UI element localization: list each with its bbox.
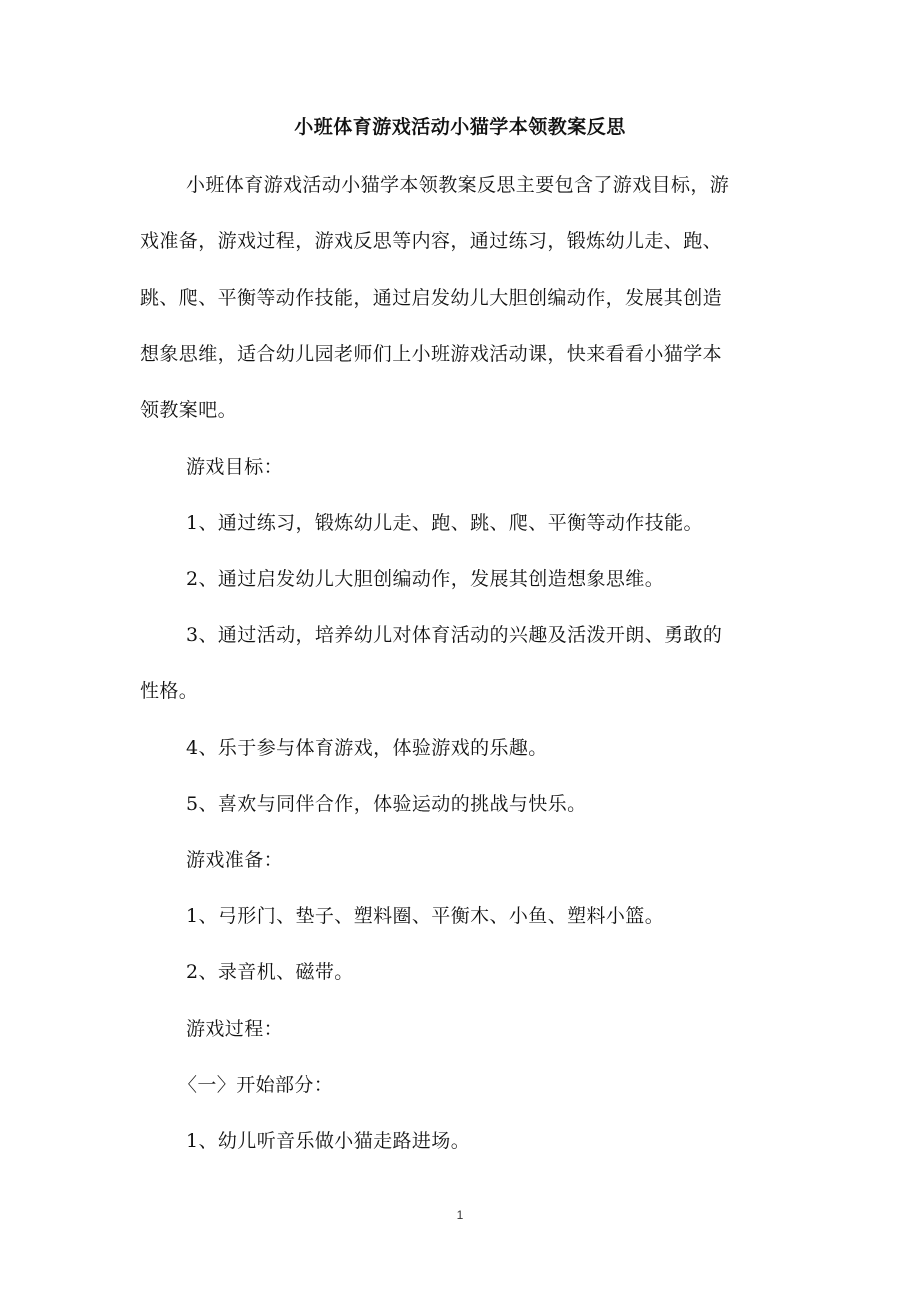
intro-line: 戏准备，游戏过程，游戏反思等内容，通过练习，锻炼幼儿走、跑、: [140, 230, 723, 252]
prep-item: 1、弓形门、垫子、塑料圈、平衡木、小鱼、塑料小篮。: [186, 905, 665, 927]
goals-heading: 游戏目标：: [186, 456, 284, 478]
page-number: 1: [456, 1208, 464, 1222]
prep-item: 2、录音机、磁带。: [186, 961, 354, 983]
prep-heading: 游戏准备：: [186, 849, 284, 871]
goal-item: 2、通过启发幼儿大胆创编动作，发展其创造想象思维。: [186, 568, 665, 590]
goal-item: 1、通过练习，锻炼幼儿走、跑、跳、爬、平衡等动作技能。: [186, 512, 703, 534]
goal-item: 3、通过活动，培养幼儿对体育活动的兴趣及活泼开朗、勇敢的: [186, 624, 723, 646]
process-item: 1、幼儿听音乐做小猫走路进场。: [186, 1130, 471, 1152]
goal-item: 4、乐于参与体育游戏，体验游戏的乐趣。: [186, 737, 548, 759]
intro-line: 领教案吧。: [140, 399, 238, 421]
intro-line: 跳、爬、平衡等动作技能，通过启发幼儿大胆创编动作，发展其创造: [140, 287, 723, 309]
intro-line: 想象思维，适合幼儿园老师们上小班游戏活动课，快来看看小猫学本: [140, 343, 723, 365]
goal-item: 5、喜欢与同伴合作，体验运动的挑战与快乐。: [186, 793, 587, 815]
intro-line: 小班体育游戏活动小猫学本领教案反思主要包含了游戏目标，游: [186, 174, 730, 196]
section-heading: 〈一〉开始部分：: [178, 1074, 334, 1096]
document-title: 小班体育游戏活动小猫学本领教案反思: [294, 116, 626, 138]
process-heading: 游戏过程：: [186, 1018, 284, 1040]
goal-item-continuation: 性格。: [140, 680, 199, 702]
